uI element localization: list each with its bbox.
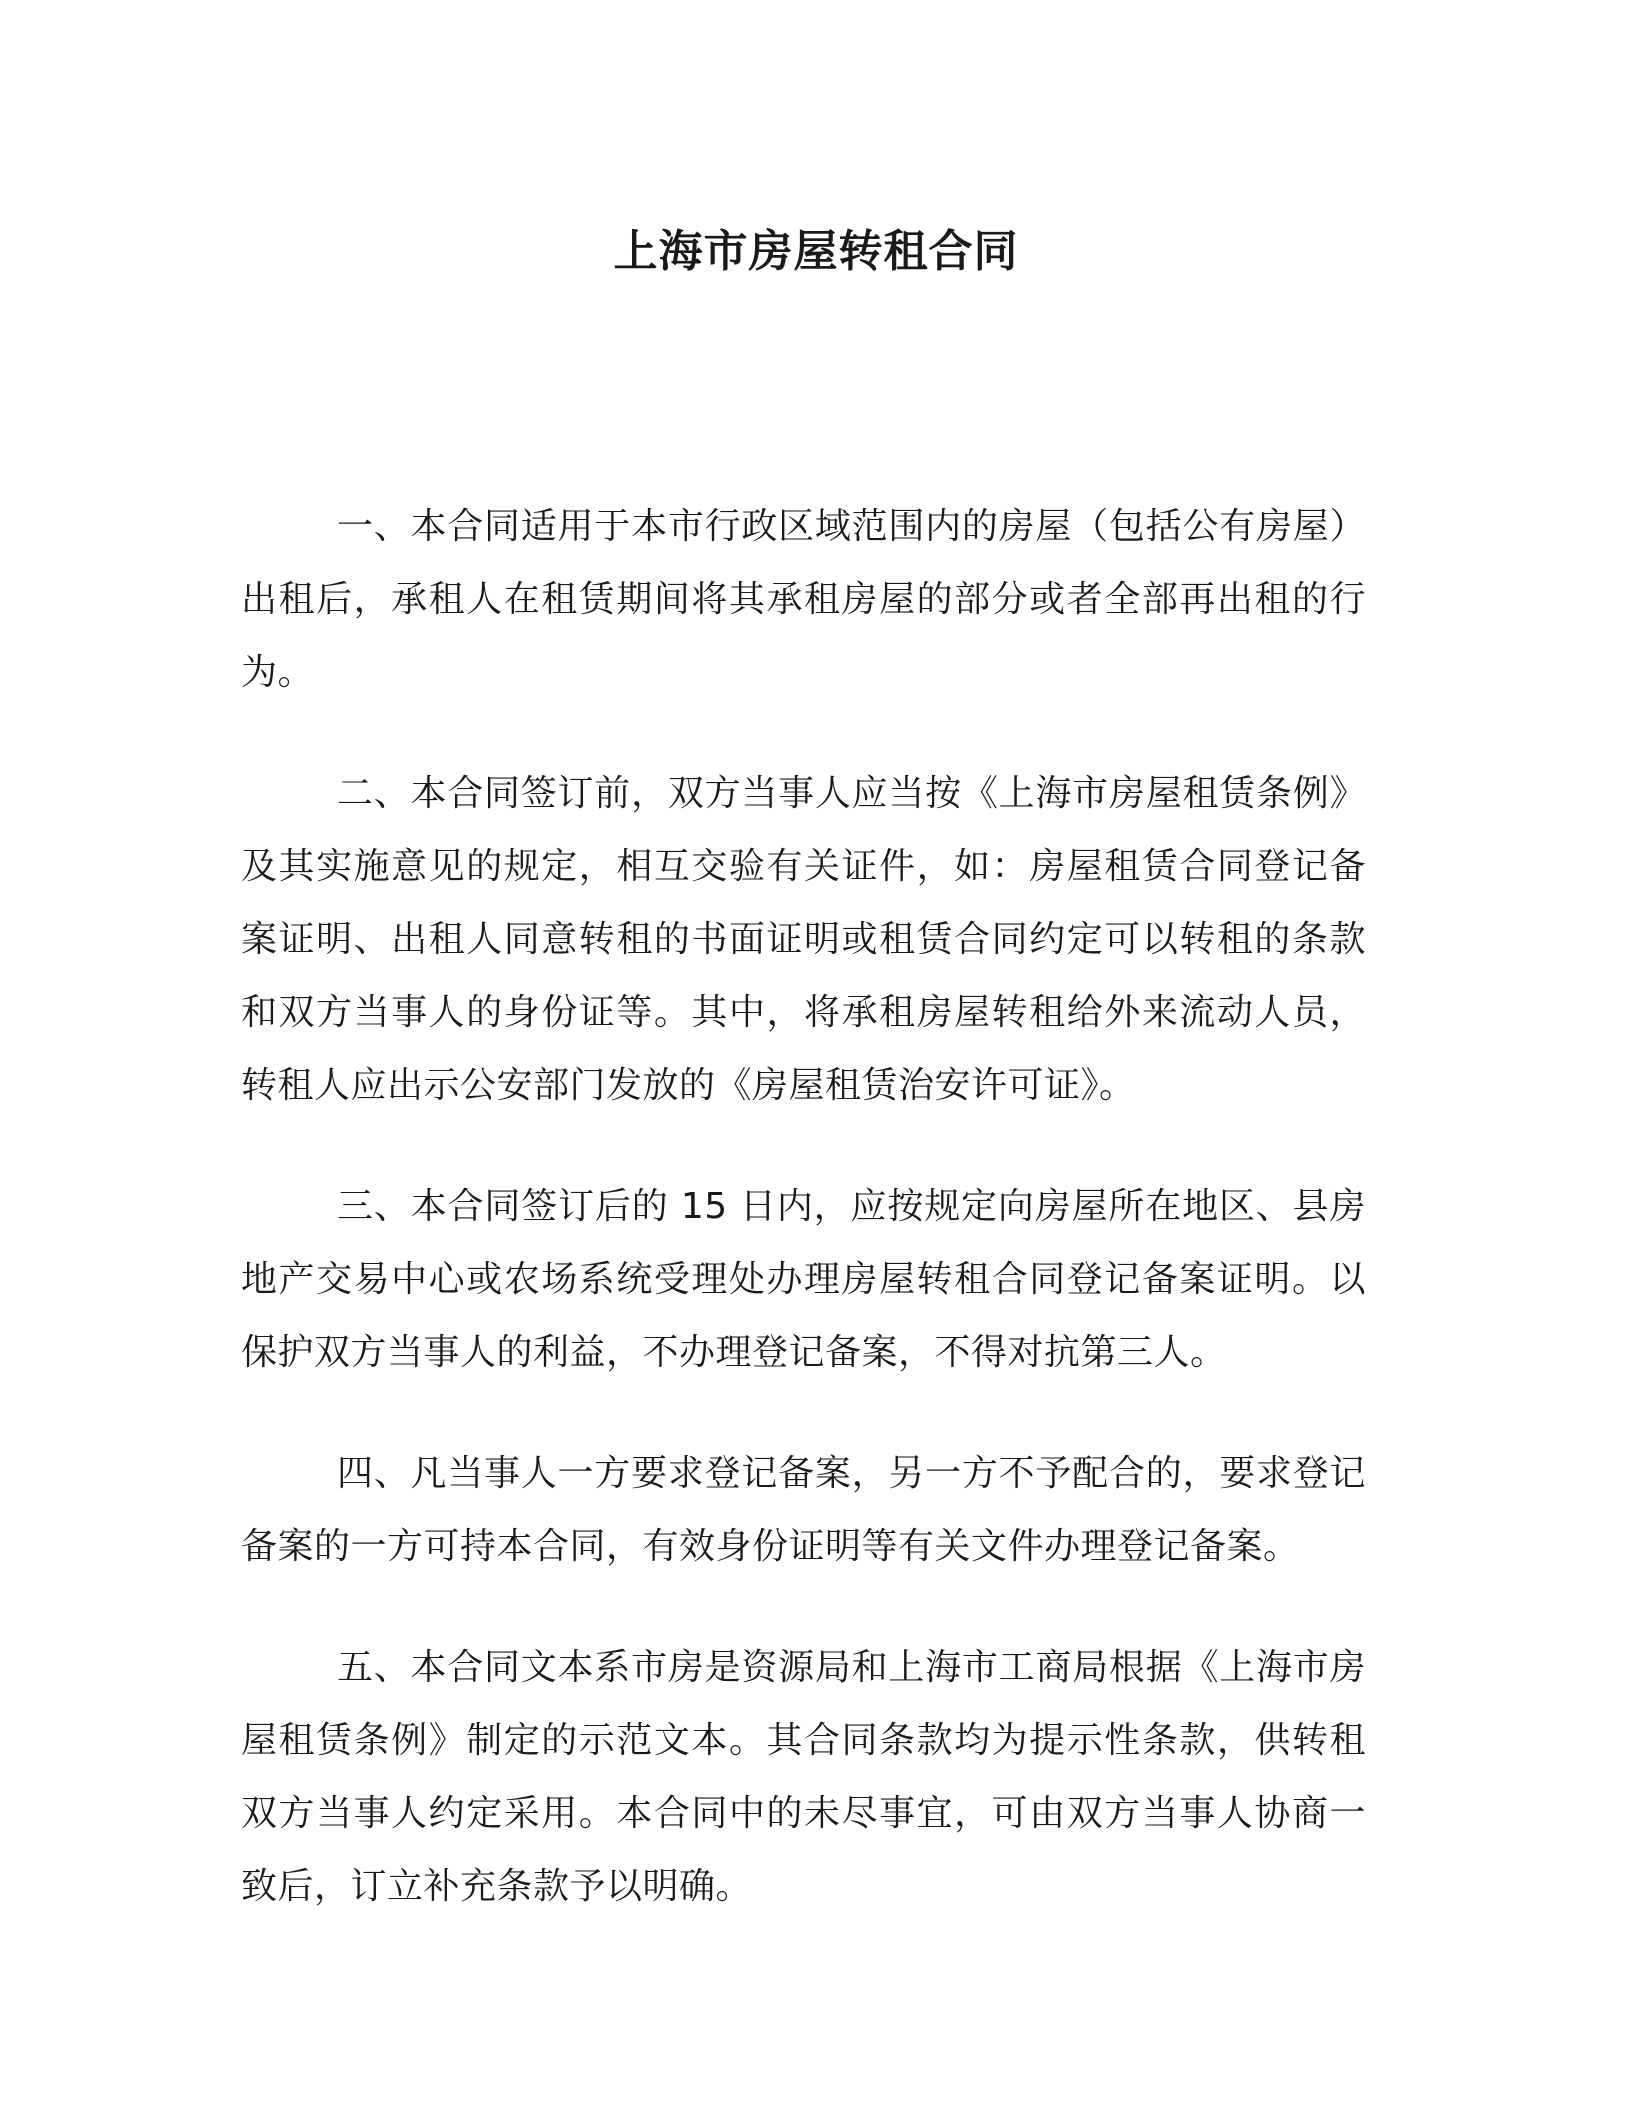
clause-5: 五、本合同文本系市房是资源局和上海市工商局根据《上海市房屋租赁条例》制定的示范文本。其合同条款均为提示性条款，供转租双方当事人约定采用。本合同中的未尽事宜，可由双方当事人协商一致后，订立补充条款予以明确。 [241, 1647, 1366, 1907]
document-body [241, 490, 1366, 1971]
clause-3: 三、本合同签订后的 15 日内，应按规定向房屋所在地区、县房地产交易中心或农场系统受理处办理房屋转租合同登记备案证明。以保护双方当事人的利益，不办理登记备案，不得对抗第三人。 [241, 1186, 1366, 1373]
document-title: 上海市房屋转租合同 [613, 226, 1019, 277]
clause-1: 一、本合同适用于本市行政区域范围内的房屋（包括公有房屋）出租后，承租人在租赁期间将其承租房屋的部分或者全部再出租的行为。 [241, 506, 1366, 693]
clause-2: 二、本合同签订前，双方当事人应当按《上海市房屋租赁条例》及其实施意见的规定，相互交验有关证件，如：房屋租赁合同登记备案证明、出租人同意转租的书面证明或租赁合同约定可以转租的条款和双方当事人的身份证等。其中，将承租房屋转租给外来流动人员，转租人应出示公安部门发放的《房屋租赁治安许可证》。 [241, 773, 1366, 1106]
clause-4: 四、凡当事人一方要求登记备案，另一方不予配合的，要求登记备案的一方可持本合同，有效身份证明等有关文件办理登记备案。 [241, 1453, 1366, 1567]
